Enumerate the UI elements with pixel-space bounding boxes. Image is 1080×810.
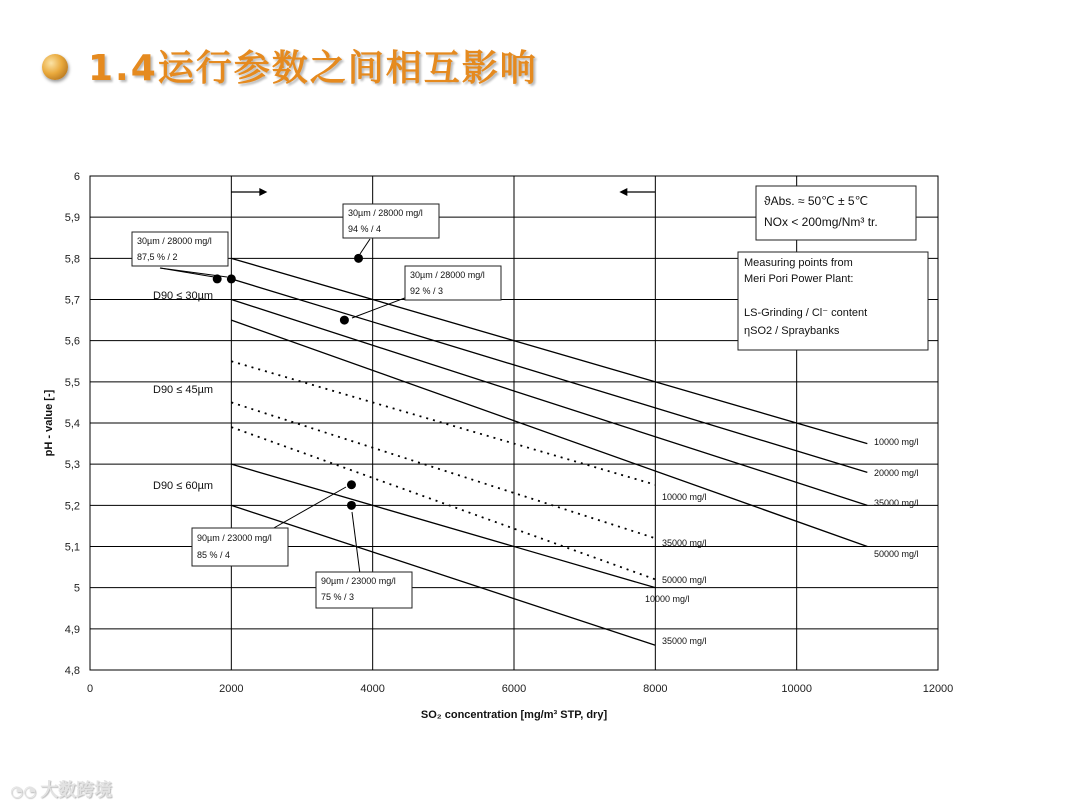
svg-text:ηSO2 / Spraybanks: ηSO2 / Spraybanks: [744, 325, 840, 337]
y-tick-label: 4,8: [64, 665, 80, 677]
watermark: [10, 776, 112, 802]
svg-text:94 % / 4: 94 % / 4: [348, 224, 382, 234]
measuring-point: [347, 501, 356, 510]
group-label-60: D90 ≤ 60µm: [153, 480, 214, 492]
svg-text:90µm / 23000 mg/l: 90µm / 23000 mg/l: [197, 533, 272, 543]
series-label: 50000 mg/l: [662, 575, 707, 585]
series-label: 20000 mg/l: [874, 468, 919, 478]
series-label: 10000 mg/l: [662, 492, 707, 502]
watermark-text: 大数跨境: [40, 780, 113, 801]
info-box: [738, 252, 928, 350]
annotation-box: [405, 266, 501, 300]
svg-text:NOx < 200mg/Nm³ tr.: NOx < 200mg/Nm³ tr.: [764, 215, 878, 229]
y-tick-label: 5,6: [64, 335, 80, 348]
svg-text:87,5 % / 2: 87,5 % / 2: [137, 252, 178, 262]
y-tick-label: 5,8: [64, 253, 80, 266]
svg-text:30µm / 28000 mg/l: 30µm / 28000 mg/l: [348, 208, 423, 218]
x-tick-label: 12000: [922, 683, 954, 695]
series-label: 50000 mg/l: [874, 549, 919, 559]
y-tick-label: 5,2: [64, 500, 80, 513]
speech-bubble-icon: ◔◔: [10, 782, 37, 800]
svg-text:Measuring points from: Measuring points from: [744, 257, 853, 269]
x-tick-label: 0: [86, 683, 94, 695]
svg-text:92 % / 3: 92 % / 3: [410, 286, 444, 296]
measuring-point: [227, 274, 236, 283]
svg-text:LS-Grinding / Cl⁻ content: LS-Grinding / Cl⁻ content: [744, 307, 868, 319]
svg-text:Meri Pori Power Plant:: Meri Pori Power Plant:: [744, 273, 854, 285]
conditions-box: [756, 186, 916, 240]
group-label-45: D90 ≤ 45µm: [153, 384, 214, 396]
group-label-30: D90 ≤ 30µm: [153, 290, 214, 302]
measuring-point: [354, 254, 363, 263]
measuring-point: [347, 480, 356, 489]
svg-text:30µm / 28000 mg/l: 30µm / 28000 mg/l: [410, 270, 485, 280]
x-tick-label: 6000: [501, 683, 527, 695]
series-label: 10000 mg/l: [874, 437, 919, 447]
svg-text:85 % / 4: 85 % / 4: [197, 550, 231, 560]
y-tick-label: 5,9: [64, 212, 80, 225]
y-tick-label: 5,4: [64, 418, 80, 430]
y-axis-label: pH - value [-]: [43, 389, 55, 457]
annotation-box: [343, 204, 439, 238]
y-tick-label: 5,1: [64, 541, 80, 554]
y-tick-label: 5,7: [64, 294, 80, 307]
series-label: 35000 mg/l: [662, 636, 707, 646]
y-tick-label: 6: [73, 171, 80, 183]
annotation-box: [132, 232, 228, 266]
series-label: 10000 mg/l: [645, 594, 690, 604]
x-axis-label: SO₂ concentration [mg/m³ STP, dry]: [420, 709, 608, 721]
svg-text:30µm / 28000 mg/l: 30µm / 28000 mg/l: [137, 236, 212, 246]
measuring-point: [340, 316, 349, 325]
svg-text:ϑAbs. ≈ 50℃ ± 5℃: ϑAbs. ≈ 50℃ ± 5℃: [764, 194, 869, 208]
annotation-box: [192, 528, 288, 566]
y-tick-label: 5,5: [64, 376, 80, 389]
x-tick-label: 2000: [219, 683, 244, 695]
annotation-box: [316, 572, 412, 608]
svg-text:90µm / 23000 mg/l: 90µm / 23000 mg/l: [321, 576, 396, 586]
series-label: 35000 mg/l: [874, 498, 919, 508]
svg-text:75 % / 3: 75 % / 3: [321, 592, 355, 602]
x-tick-label: 4000: [360, 683, 385, 695]
slide-title: 1.4运行参数之间相互影响: [88, 48, 538, 89]
y-tick-label: 5,3: [64, 459, 80, 472]
x-tick-label: 8000: [643, 683, 668, 695]
y-tick-label: 4,9: [64, 623, 80, 636]
y-tick-label: 5: [73, 582, 80, 595]
series-label: 35000 mg/l: [662, 538, 707, 548]
x-tick-label: 10000: [781, 683, 812, 695]
